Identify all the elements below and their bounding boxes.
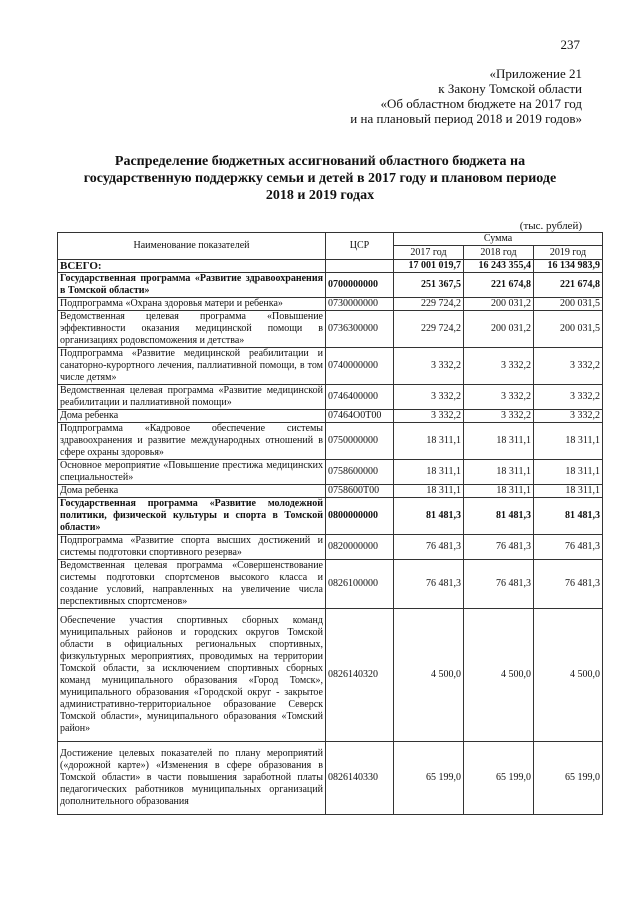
row-code: 07464О0Т00 [326, 410, 394, 423]
row-code: 0800000000 [326, 498, 394, 535]
document-title [60, 153, 580, 204]
row-2017: 18 311,1 [394, 485, 464, 498]
row-2018: 3 332,2 [464, 410, 534, 423]
row-2018: 76 481,3 [464, 560, 534, 609]
row-name: Дома ребенка [58, 485, 326, 498]
row-name: Государственная программа «Развитие здравоохранения в Томской области» [58, 273, 326, 298]
total-2018: 16 243 355,4 [464, 260, 534, 273]
row-2017: 229 724,2 [394, 298, 464, 311]
row-code: 0758600Т00 [326, 485, 394, 498]
row-2017: 76 481,3 [394, 535, 464, 560]
header-year-2018: 2018 год [464, 246, 534, 260]
title-line: государственную поддержку семьи и детей в 2017 году и плановом периоде [83, 171, 557, 186]
row-2017: 18 311,1 [394, 423, 464, 460]
row-2018: 200 031,2 [464, 298, 534, 311]
row-2018: 200 031,2 [464, 311, 534, 348]
title-line: 2018 и 2019 годах [265, 188, 375, 203]
table-row [58, 423, 603, 460]
row-2019: 200 031,5 [534, 311, 603, 348]
row-name: Подпрограмма «Охрана здоровья матери и ребенка» [58, 298, 326, 311]
row-2018: 76 481,3 [464, 535, 534, 560]
total-2019: 16 134 983,9 [534, 260, 603, 273]
row-name: Подпрограмма «Развитие медицинской реабилитации и санаторно-курортного лечения, паллиативной помощи, в том числе детям» [58, 348, 326, 385]
row-code: 0746400000 [326, 385, 394, 410]
appendix-line: «Приложение 21 [489, 66, 582, 81]
appendix-line: «Об областном бюджете на 2017 год [380, 96, 582, 111]
row-name: Основное мероприятие «Повышение престижа медицинских специальностей» [58, 460, 326, 485]
header-year-2019: 2019 год [534, 246, 603, 260]
row-code: 0758600000 [326, 460, 394, 485]
row-2017: 81 481,3 [394, 498, 464, 535]
row-2019: 18 311,1 [534, 423, 603, 460]
row-2017: 3 332,2 [394, 385, 464, 410]
row-code: 0736300000 [326, 311, 394, 348]
row-name: Обеспечение участия спортивных сборных команд муниципальных районов и городских округов Томской области в официальных региональных спортивных, физкультурных мероприятиях, проводимых на территории Томской области, за исключением спортивных сборных команд муниципального образования «Город Томск», муниципального образования «Городской округ - закрытое административно-территориальное образование Северск Томской области», муниципального образования «Томский район» [58, 609, 326, 742]
row-2018: 4 500,0 [464, 609, 534, 742]
row-code: 0750000000 [326, 423, 394, 460]
page-number: 237 [560, 37, 580, 52]
row-2019: 221 674,8 [534, 273, 603, 298]
table-row [58, 410, 603, 423]
row-2018: 18 311,1 [464, 460, 534, 485]
row-2019: 18 311,1 [534, 485, 603, 498]
row-2018: 221 674,8 [464, 273, 534, 298]
row-name: Ведомственная целевая программа «Совершенствование системы подготовки спортсменов высокого класса и создание условий, направленных на увеличение числа перспективных спортсменов» [58, 560, 326, 609]
budget-table [57, 232, 603, 815]
units-label: (тыс. рублей) [519, 220, 582, 232]
row-2019: 3 332,2 [534, 348, 603, 385]
table-row [58, 311, 603, 348]
row-name: Дома ребенка [58, 410, 326, 423]
header-sum: Сумма [394, 233, 603, 246]
table-row [58, 535, 603, 560]
table-row [58, 460, 603, 485]
row-2019: 76 481,3 [534, 560, 603, 609]
row-2018: 18 311,1 [464, 485, 534, 498]
table-row [58, 498, 603, 535]
row-2018: 18 311,1 [464, 423, 534, 460]
row-2017: 65 199,0 [394, 742, 464, 815]
row-2019: 200 031,5 [534, 298, 603, 311]
appendix-line: к Закону Томской области [438, 81, 582, 96]
row-2019: 3 332,2 [534, 385, 603, 410]
row-name: Подпрограмма «Развитие спорта высших достижений и системы подготовки спортивного резерва» [58, 535, 326, 560]
row-2017: 76 481,3 [394, 560, 464, 609]
row-2019: 3 332,2 [534, 410, 603, 423]
row-code: 0826140330 [326, 742, 394, 815]
total-code [326, 260, 394, 273]
total-label: ВСЕГО: [58, 260, 326, 273]
appendix-line: и на плановый период 2018 и 2019 годов» [350, 111, 582, 126]
row-2019: 65 199,0 [534, 742, 603, 815]
row-2019: 18 311,1 [534, 460, 603, 485]
total-2017: 17 001 019,7 [394, 260, 464, 273]
row-code: 0730000000 [326, 298, 394, 311]
title-line: Распределение бюджетных ассигнований областного бюджета на [114, 154, 526, 169]
row-2017: 3 332,2 [394, 410, 464, 423]
row-code: 0826100000 [326, 560, 394, 609]
row-2017: 18 311,1 [394, 460, 464, 485]
row-code: 0700000000 [326, 273, 394, 298]
header-code: ЦСР [326, 233, 394, 260]
row-code: 0740000000 [326, 348, 394, 385]
row-name: Ведомственная целевая программа «Развитие медицинской реабилитации и паллиативной помощи» [58, 385, 326, 410]
table-row [58, 742, 603, 815]
row-2018: 81 481,3 [464, 498, 534, 535]
appendix-caption [350, 66, 582, 126]
header-year-2017: 2017 год [394, 246, 464, 260]
row-2018: 3 332,2 [464, 385, 534, 410]
row-2019: 81 481,3 [534, 498, 603, 535]
row-2017: 3 332,2 [394, 348, 464, 385]
row-2017: 229 724,2 [394, 311, 464, 348]
row-name: Подпрограмма «Кадровое обеспечение системы здравоохранения и развитие международных отношений в сфере охраны здоровья» [58, 423, 326, 460]
row-name: Достижение целевых показателей по плану мероприятий («дорожной карте») «Изменения в сфере образования в Томской области» в части повышения заработной платы педагогических работников муниципальных организаций дополнительного образования [58, 742, 326, 815]
row-2018: 65 199,0 [464, 742, 534, 815]
table-row [58, 485, 603, 498]
table-row [58, 560, 603, 609]
table-row [58, 385, 603, 410]
row-code: 0820000000 [326, 535, 394, 560]
table-row [58, 298, 603, 311]
row-2017: 4 500,0 [394, 609, 464, 742]
table-row [58, 609, 603, 742]
table-row [58, 348, 603, 385]
row-2019: 4 500,0 [534, 609, 603, 742]
row-name: Государственная программа «Развитие молодежной политики, физической культуры и спорта в Томской области» [58, 498, 326, 535]
row-2019: 76 481,3 [534, 535, 603, 560]
table-row [58, 273, 603, 298]
header-name: Наименование показателей [58, 233, 326, 260]
total-row [58, 260, 603, 273]
row-name: Ведомственная целевая программа «Повышение эффективности оказания медицинской помощи в организациях родовспоможения и детства» [58, 311, 326, 348]
row-2018: 3 332,2 [464, 348, 534, 385]
row-code: 0826140320 [326, 609, 394, 742]
row-2017: 251 367,5 [394, 273, 464, 298]
